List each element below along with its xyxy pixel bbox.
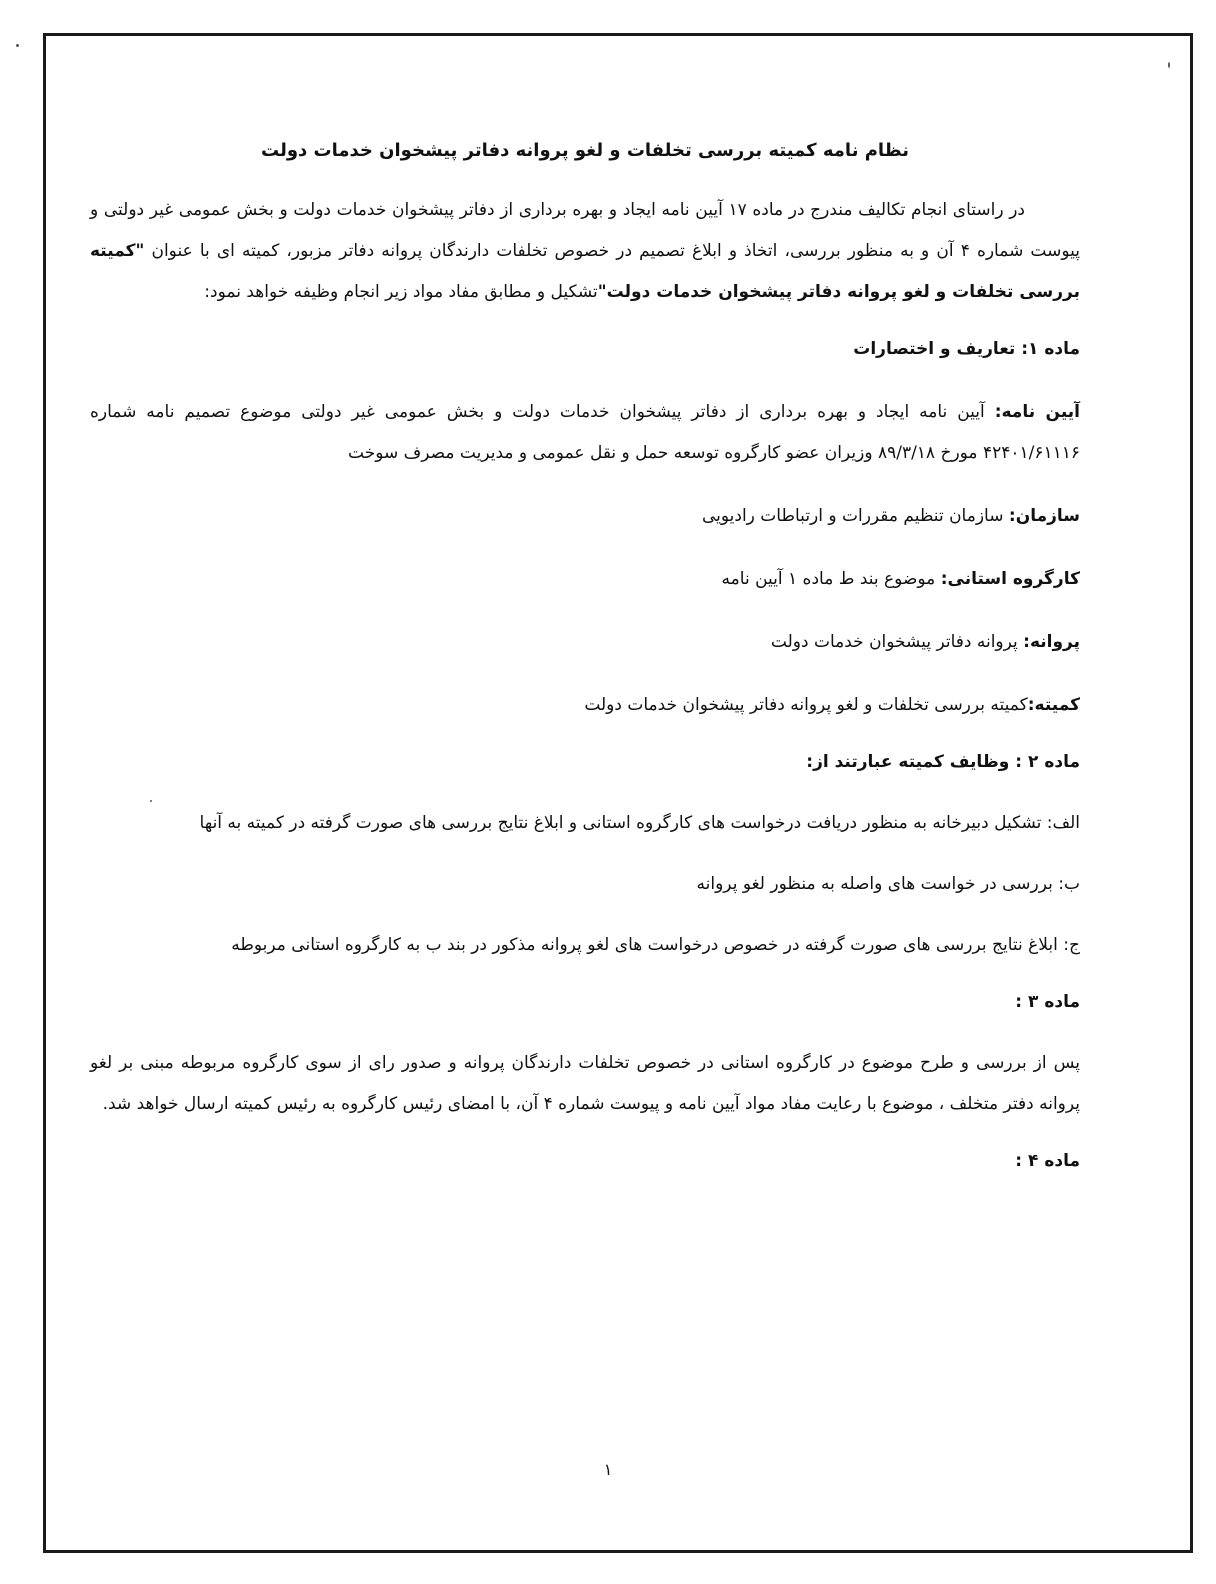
- intro-text-part2: تشکیل و مطابق مفاد مواد زیر انجام وظیفه خواهد نمود:: [204, 282, 598, 302]
- scan-speck: [16, 44, 19, 47]
- definition-license: [90, 622, 1080, 663]
- article-2-item-alef: الف: تشکیل دبیرخانه به منظور دریافت درخواست های کارگروه استانی و ابلاغ نتایج بررسی های صورت گرفته در کمیته به آنها: [199, 813, 1080, 833]
- definition-text: موضوع بند ط ماده ۱ آیین نامه: [721, 569, 941, 589]
- definition-organization: [90, 496, 1080, 537]
- definition-text: کمیته بررسی تخلفات و لغو پروانه دفاتر پیشخوان خدمات دولت: [584, 695, 1028, 715]
- definition-term: سازمان:: [1008, 506, 1080, 526]
- definition-text: آیین نامه ایجاد و بهره برداری از دفاتر پیشخوان خدمات دولت و بخش عمومی غیر دولتی موضوع تصمیم نامه شماره ۴۲۴۰۱/۶۱۱۱۶ مورخ ۸۹/۳/۱۸ وزیران عضو کارگروه توسعه حمل و نقل عمومی و مدیریت مصرف سوخت: [90, 402, 1080, 463]
- document-title: نظام نامه کمیته بررسی تخلفات و لغو پروانه دفاتر پیشخوان خدمات دولت: [261, 140, 909, 161]
- definition-term: آیین نامه:: [994, 402, 1080, 422]
- definition-term: کارگروه استانی:: [940, 569, 1080, 589]
- definition-text: پروانه دفاتر پیشخوان خدمات دولت: [770, 632, 1024, 652]
- article-3-text: پس از بررسی و طرح موضوع در کارگروه استانی در خصوص تخلفات دارندگان پروانه و صدور رای از سوی کارگروه مربوطه مبنی بر لغو پروانه دفتر متخلف ، موضوع با رعایت مفاد مواد آیین نامه و پیوست شماره ۴ آن، با امضای رئیس کارگروه به رئیس کمیته ارسال خواهد شد.: [90, 1053, 1080, 1114]
- intro-text-part1: در راستای انجام تکالیف مندرج در ماده ۱۷ آیین نامه ایجاد و بهره برداری از دفاتر پیشخوان خدمات دولت و بخش عمومی غیر دولتی و پیوست شماره ۴ آن و به منظور بررسی، اتخاذ و ابلاغ تصمیم در خصوص تخلفات دارندگان پروانه دفاتر مزبور، کمیته ای با عنوان: [90, 200, 1080, 261]
- article-1-heading: ماده ۱: تعاریف و اختصارات: [853, 339, 1080, 359]
- definition-text: سازمان تنظیم مقررات و ارتباطات رادیویی: [701, 506, 1009, 526]
- definition-term: کمیته:: [1027, 695, 1080, 715]
- definition-provincial-workgroup: [90, 559, 1080, 600]
- page-number: ۱: [603, 1460, 613, 1479]
- definition-committee: [90, 685, 1080, 726]
- definition-regulation: [90, 392, 1080, 474]
- article-4-heading: ماده ۴ :: [1015, 1151, 1080, 1171]
- scan-speck: [1168, 62, 1170, 68]
- intro-paragraph: [90, 190, 1080, 313]
- document-body: [90, 120, 1080, 1182]
- definition-term: پروانه:: [1023, 632, 1080, 652]
- intro-committee-name: "کمیته بررسی تخلفات و لغو پروانه دفاتر پیشخوان خدمات دولت": [90, 241, 1080, 302]
- article-2-item-be: ب: بررسی در خواست های واصله به منظور لغو پروانه: [696, 874, 1080, 894]
- article-2-heading: ماده ۲ : وظایف کمیته عبارتند از:: [806, 752, 1080, 772]
- article-3-heading: ماده ۳ :: [1015, 992, 1080, 1012]
- article-2-item-jim: ج: ابلاغ نتایج بررسی های صورت گرفته در خصوص درخواست های لغو پروانه مذکور در بند ب به کارگروه استانی مربوطه: [231, 935, 1080, 955]
